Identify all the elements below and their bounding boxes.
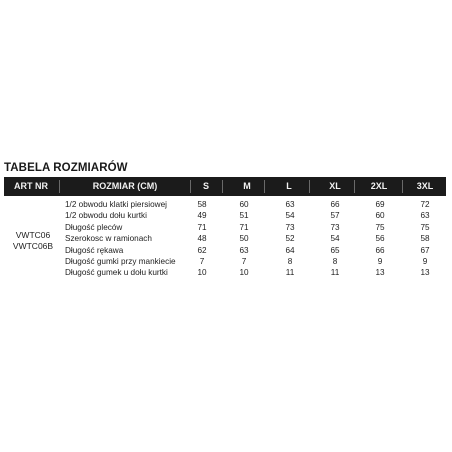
value-m: 10 [239,268,249,278]
table-row [0,199,452,210]
value-xl: 66 [330,200,340,209]
header-divider [264,180,265,193]
value-3xl: 72 [420,200,430,209]
value-l: 64 [285,245,295,255]
measurement-label: Długość rękawa [65,245,124,255]
table-row [0,256,452,267]
value-2xl: 60 [375,211,385,221]
measurement-label: 1/2 obwodu dołu kurtki [65,211,147,221]
value-3xl: 75 [420,222,430,232]
header-divider [222,180,223,193]
value-2xl: 9 [377,257,383,266]
value-m: 51 [239,211,249,221]
value-2xl: 69 [375,200,385,209]
value-xl: 73 [330,222,340,232]
value-l: 73 [285,222,295,232]
header-size-xl: XL [329,181,341,191]
value-m: 50 [239,234,249,244]
art-number: VWTC06B [12,241,54,251]
value-3xl: 63 [420,211,430,221]
table-row [0,210,452,221]
value-3xl: 9 [422,257,428,266]
header-rozmiar: ROZMIAR (CM) [92,181,158,191]
value-3xl: 67 [420,245,430,255]
value-xl: 8 [332,257,338,266]
header-divider [309,180,310,193]
value-s: 71 [197,222,207,232]
value-m: 63 [239,245,249,255]
value-3xl: 58 [420,234,430,244]
value-s: 58 [197,200,207,209]
header-size-2xl: 2XL [370,181,388,191]
value-xl: 54 [330,234,340,244]
value-xl: 11 [330,268,340,278]
header-size-l: L [286,181,292,191]
table-row [0,222,452,233]
header-size-s: S [202,181,209,191]
value-2xl: 56 [375,234,385,244]
value-2xl: 13 [375,268,385,278]
value-l: 54 [285,211,295,221]
value-2xl: 66 [375,245,385,255]
measurement-label: Szerokosc w ramionach [65,234,152,244]
value-s: 49 [197,211,207,221]
value-s: 7 [199,257,205,266]
value-m: 7 [241,257,247,266]
table-row [0,245,452,256]
table-row [0,267,452,278]
header-divider [354,180,355,193]
value-xl: 65 [330,245,340,255]
table-row [0,233,452,244]
value-m: 60 [239,200,249,209]
value-xl: 57 [330,211,340,221]
header-size-m: M [243,181,251,191]
table-header [4,177,446,196]
value-m: 71 [239,222,249,232]
table-title: TABELA ROZMIARÓW [4,162,128,174]
value-l: 8 [287,257,293,266]
value-l: 63 [285,200,295,209]
value-2xl: 75 [375,222,385,232]
value-s: 62 [197,245,207,255]
value-3xl: 13 [420,268,430,278]
art-number: VWTC06 [15,230,51,240]
measurement-label: Długość gumki przy mankiecie [65,257,176,266]
value-l: 11 [285,268,295,278]
value-s: 48 [197,234,207,244]
header-divider [402,180,403,193]
header-art-nr: ART NR [14,181,48,191]
measurement-label: 1/2 obwodu klatki piersiowej [65,200,167,209]
value-l: 52 [285,234,295,244]
value-s: 10 [197,268,207,278]
measurement-label: Długość pleców [65,222,123,232]
header-size-3xl: 3XL [416,181,434,191]
measurement-label: Długość gumek u dołu kurtki [65,268,168,278]
